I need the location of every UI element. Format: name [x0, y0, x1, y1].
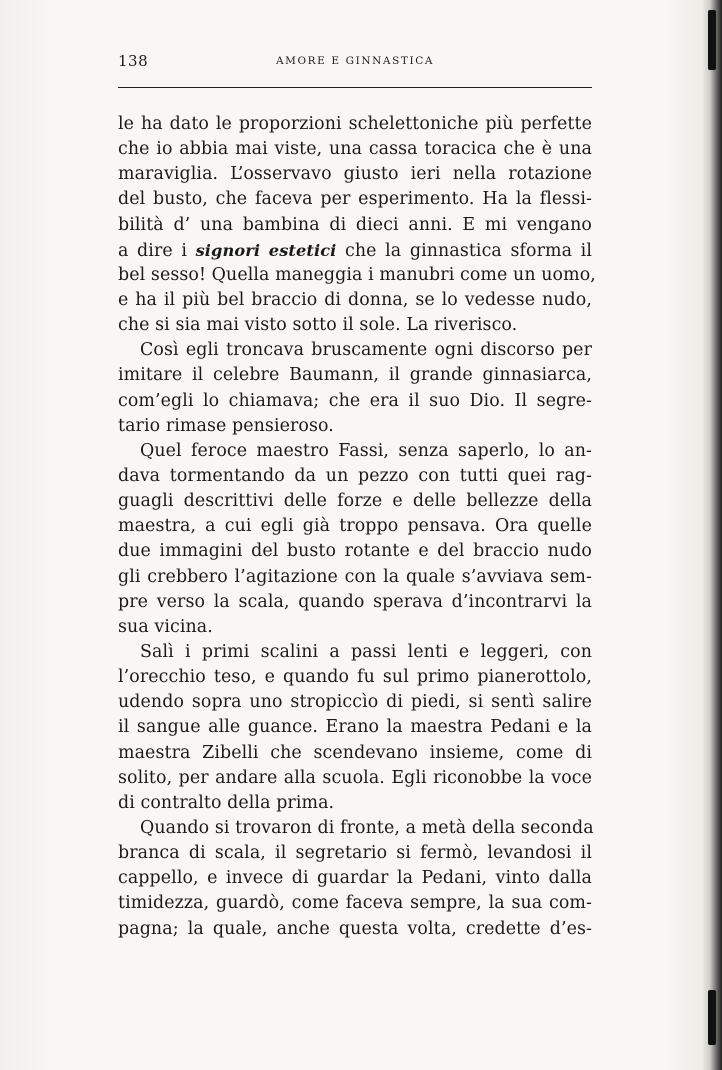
text-line: timidezza, guardò, come faceva sempre, la sua com-	[118, 893, 592, 914]
text-line: Quel feroce maestro Fassi, senza saperlo, lo an-	[140, 440, 592, 461]
text-line: branca di scala, il segretario si fermò, levandosi il	[118, 843, 592, 864]
text-line: pre verso la scala, quando sperava d’incontrarvi la	[118, 591, 592, 612]
text-line: due immagini del busto rotante e del braccio nudo	[118, 541, 592, 562]
text-line: sua vicina.	[118, 616, 213, 637]
text-line: maraviglia. L’osservavo giusto ieri nella rotazione	[118, 164, 592, 185]
text-line: il sangue alle guance. Erano la maestra Pedani e la	[118, 717, 592, 738]
text-line: a dire i signori estetici che la ginnastica sforma il	[118, 240, 592, 261]
text-line: che si sia mai visto sotto il sole. La riverisco.	[118, 315, 518, 336]
text-line: dava tormentando da un pezzo con tutti quei rag-	[118, 465, 592, 486]
header-rule	[118, 87, 592, 88]
text-line: com’egli lo chiamava; che era il suo Dio. Il segre-	[118, 390, 592, 411]
text-line: Quando si trovaron di fronte, a metà della seconda	[140, 817, 594, 838]
text-line: bilità d’ una bambina di dieci anni. E mi vengano	[118, 214, 592, 235]
text-line: tario rimase pensieroso.	[118, 415, 334, 436]
page-edge-shadow	[702, 0, 722, 1070]
text-line: udendo sopra uno stropiccìo di piedi, si sentì salire	[118, 692, 592, 713]
text-line: Così egli troncava bruscamente ogni discorso per	[140, 340, 592, 361]
text-line: maestra, a cui egli già troppo pensava. Ora quelle	[118, 516, 592, 537]
text-line: Salì i primi scalini a passi lenti e leggeri, con	[140, 641, 592, 662]
text-line: maestra Zibelli che scendevano insieme, come di	[118, 742, 592, 763]
text-line: bel sesso! Quella maneggia i manubri come un uomo,	[118, 264, 596, 285]
text-line: imitare il celebre Baumann, il grande ginnasiarca,	[118, 365, 592, 386]
text-line: l’orecchio teso, e quando fu sul primo pianerottolo,	[118, 667, 592, 688]
running-title: AMORE E GINNASTICA	[275, 55, 435, 67]
body-text	[118, 112, 596, 942]
text-line: che io abbia mai viste, una cassa toracica che è una	[118, 139, 592, 160]
text-line: guagli descrittivi delle forze e delle bellezze della	[118, 491, 592, 512]
text-line: pagna; la quale, anche questa volta, credette d’es-	[118, 918, 592, 939]
page-header	[118, 52, 592, 76]
text-line: cappello, e invece di guardar la Pedani, vinto dalla	[118, 868, 592, 889]
text-line: e ha il più bel braccio di donna, se lo vedesse nudo,	[118, 289, 592, 310]
text-line: solito, per andare alla scuola. Egli riconobbe la voce	[118, 767, 592, 788]
text-line: le ha dato le proporzioni schelettoniche più perfette	[118, 114, 592, 134]
text-line: del busto, che faceva per esperimento. Ha la flessi-	[118, 189, 592, 210]
text-line: gli crebbero l’agitazione con la quale s’avviava sem-	[118, 566, 592, 587]
text-line: di contralto della prima.	[118, 792, 335, 813]
page-number: 138	[118, 52, 149, 70]
italic-phrase: signori estetici	[195, 240, 337, 260]
